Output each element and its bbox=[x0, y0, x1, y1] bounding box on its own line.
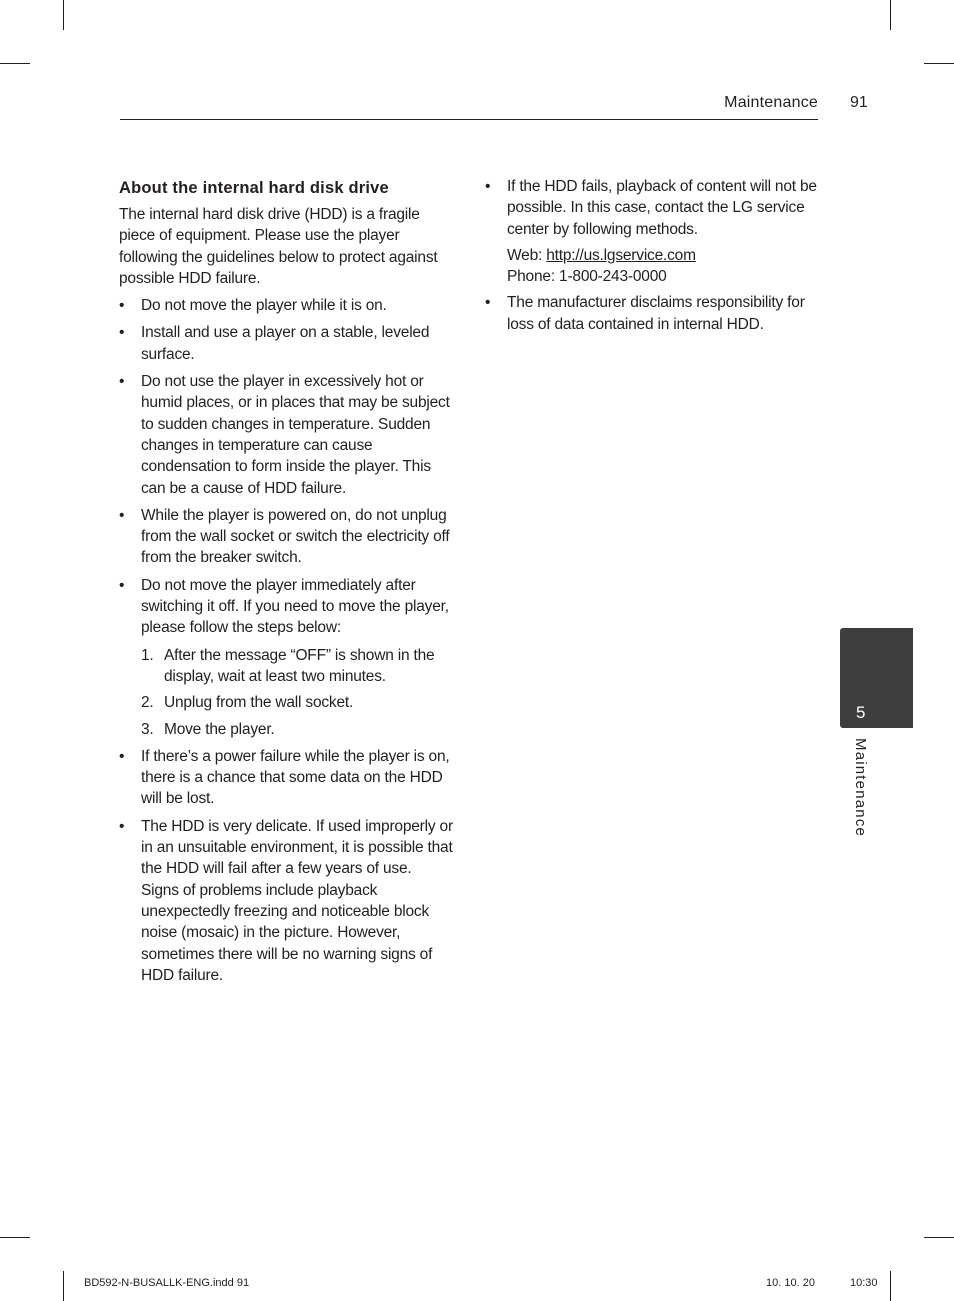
move-steps-list bbox=[141, 645, 453, 740]
bullet-icon: • bbox=[485, 294, 491, 312]
list-item-text: The manufacturer disclaims responsibility for loss of data contained in internal HDD. bbox=[507, 294, 805, 333]
crop-mark bbox=[890, 1271, 891, 1301]
list-item-text: The HDD is very delicate. If used improperly or in an unsuitable environment, it is possible that the HDD will fail after a few years of use. Signs of problems include playback unexpectedly freezing and noticeable block noise (mosaic) in the picture. However, sometimes there will be no warning signs of HDD failure. bbox=[141, 817, 453, 984]
crop-mark bbox=[0, 1237, 30, 1238]
list-item-text: Do not move the player immediately after switching it off. If you need to move the player, please follow the steps below: bbox=[141, 576, 449, 637]
support-list bbox=[485, 176, 820, 335]
page-number: 91 bbox=[850, 94, 868, 111]
list-item-text: If the HDD fails, playback of content will not be possible. In this case, contact the LG service center by following methods. bbox=[507, 178, 817, 238]
running-header-title: Maintenance bbox=[724, 94, 818, 111]
crop-mark bbox=[0, 63, 30, 64]
contact-info bbox=[507, 245, 820, 288]
bullet-icon: • bbox=[119, 324, 125, 342]
list-item bbox=[119, 371, 453, 499]
step-item bbox=[141, 719, 453, 740]
crop-mark bbox=[890, 0, 891, 30]
step-item bbox=[141, 645, 453, 688]
phone-contact: Phone: 1-800-243-0000 bbox=[507, 268, 667, 286]
bullet-icon: • bbox=[119, 817, 125, 835]
service-link[interactable]: http://us.lgservice.com bbox=[546, 246, 696, 264]
list-item bbox=[119, 505, 453, 569]
list-item-text: Do not use the player in excessively hot or humid places, or in places that may be subject to sudden changes in temperature. Sudden changes in temperature can cause condensation to form inside the player. This can be a cause of HDD failure. bbox=[141, 373, 450, 497]
step-text: After the message “OFF” is shown in the display, wait at least two minutes. bbox=[164, 646, 435, 685]
bullet-icon: • bbox=[119, 576, 125, 594]
crop-mark bbox=[924, 1237, 954, 1238]
list-item bbox=[485, 292, 820, 335]
chapter-tab bbox=[840, 628, 913, 728]
crop-mark bbox=[63, 0, 64, 30]
footer-date: 10. 10. 20 bbox=[766, 1277, 815, 1289]
step-item bbox=[141, 692, 453, 713]
chapter-number: 5 bbox=[856, 703, 866, 722]
footer-filename: BD592-N-BUSALLK-ENG.indd 91 bbox=[84, 1277, 250, 1289]
left-column bbox=[119, 177, 453, 992]
bullet-icon: • bbox=[119, 506, 125, 524]
section-title: About the internal hard disk drive bbox=[119, 179, 389, 197]
list-item-text: Install and use a player on a stable, leveled surface. bbox=[141, 324, 430, 363]
list-item-text: Do not move the player while it is on. bbox=[141, 297, 387, 315]
step-number: 2. bbox=[141, 694, 154, 712]
header-rule bbox=[120, 119, 818, 120]
right-column bbox=[485, 176, 820, 341]
step-number: 1. bbox=[141, 646, 154, 664]
bullet-icon: • bbox=[119, 373, 125, 391]
list-item bbox=[119, 322, 453, 365]
bullet-icon: • bbox=[485, 178, 491, 195]
web-contact bbox=[507, 245, 820, 266]
crop-mark bbox=[924, 63, 954, 64]
web-label: Web: bbox=[507, 246, 547, 264]
list-item bbox=[119, 816, 453, 986]
list-item bbox=[485, 176, 820, 287]
list-item-text: While the player is powered on, do not unplug from the wall socket or switch the electricity off from the breaker switch. bbox=[141, 506, 450, 567]
footer-time: 10:30 bbox=[850, 1277, 878, 1289]
list-item bbox=[119, 575, 453, 740]
bullet-icon: • bbox=[119, 297, 125, 315]
step-text: Unplug from the wall socket. bbox=[164, 694, 354, 712]
step-text: Move the player. bbox=[164, 720, 275, 738]
list-item-text: If there’s a power failure while the player is on, there is a chance that some data on the HDD will be lost. bbox=[141, 747, 450, 808]
chapter-label: Maintenance bbox=[852, 738, 869, 838]
intro-paragraph: The internal hard disk drive (HDD) is a fragile piece of equipment. Please use the player following the guidelines below to protect against possible HDD failure. bbox=[119, 206, 438, 287]
crop-mark bbox=[63, 1271, 64, 1301]
list-item bbox=[119, 746, 453, 810]
step-number: 3. bbox=[141, 720, 154, 738]
guideline-list bbox=[119, 295, 453, 986]
bullet-icon: • bbox=[119, 747, 125, 765]
list-item bbox=[119, 295, 453, 316]
